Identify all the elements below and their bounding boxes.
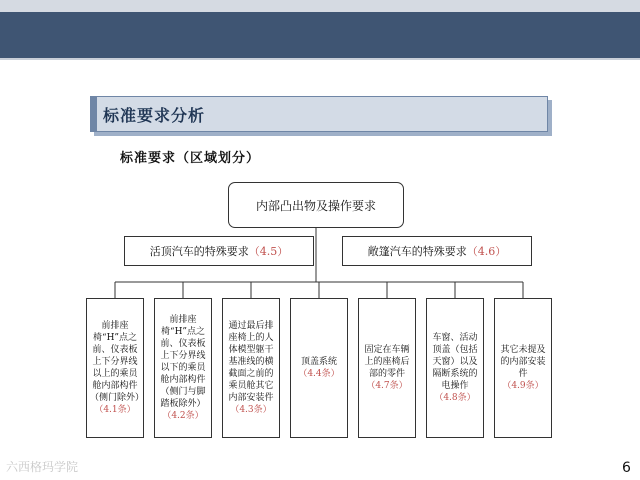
leaf-node-4-4	[290, 298, 348, 438]
branch-node-sunroof	[124, 236, 314, 266]
leaf-text: 固定在车辆上的座椅后部的零件	[364, 345, 410, 379]
leaf-ref: （4.7条）	[366, 381, 408, 391]
slide-subtitle: 标准要求（区域划分）	[120, 151, 261, 166]
leaf-node-4-8	[426, 298, 484, 438]
page-number: 6	[622, 460, 631, 476]
branch-ref: （4.5）	[248, 245, 289, 258]
leaf-text: 通过最后排座椅上的人体模型躯干基准线的横截面之前的乘员舱其它内部安装件	[228, 321, 274, 403]
leaf-node-4-3	[222, 298, 280, 438]
leaf-ref: （4.4条）	[298, 369, 340, 379]
leaf-ref: （4.1条）	[94, 405, 136, 415]
leaf-text: 前排座椅“H”点之前、仪表板上下分界线以上的乘员舱内部构件（侧门除外）	[90, 321, 145, 403]
watermark: 六西格玛学院	[6, 460, 79, 474]
root-node: 内部凸出物及操作要求	[228, 182, 404, 228]
branch-ref: （4.6）	[466, 245, 507, 258]
branch-label: 敞篷汽车的特殊要求	[367, 245, 467, 258]
branch-label: 活顶汽车的特殊要求	[149, 245, 249, 258]
slide-title: 标准要求分析	[103, 106, 206, 125]
leaf-ref: （4.8条）	[434, 393, 476, 403]
leaf-ref: （4.2条）	[162, 411, 204, 421]
leaf-ref: （4.3条）	[230, 405, 272, 415]
branch-node-convertible	[342, 236, 532, 266]
leaf-text: 顶盖系统	[300, 357, 337, 367]
leaf-node-4-7	[358, 298, 416, 438]
leaf-node-4-9	[494, 298, 552, 438]
leaf-node-4-2	[154, 298, 212, 438]
leaf-text: 车窗、活动顶盖（包括天窗）以及隔断系统的电操作	[432, 333, 478, 391]
leaf-text: 前排座椅“H”点之前、仪表板上下分界线以下的乘员舱内部构件（侧门与脚踏板除外）	[160, 315, 206, 409]
leaf-text: 其它未提及的内部安装件	[500, 345, 546, 379]
leaf-node-4-1	[86, 298, 144, 438]
leaf-ref: （4.9条）	[502, 381, 544, 391]
